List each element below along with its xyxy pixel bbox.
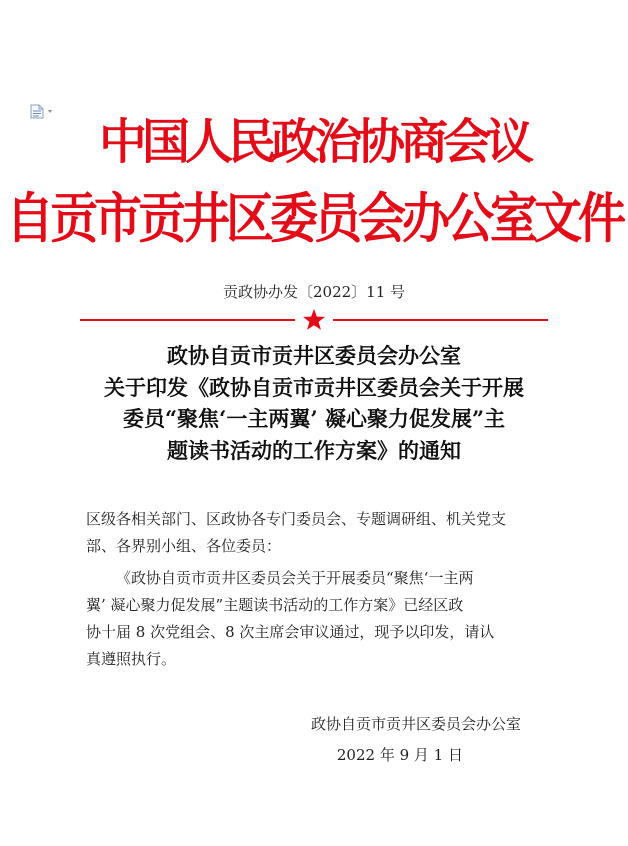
title-line: 关于印发《政协自贡市贡井区委员会关于开展 <box>104 374 524 400</box>
red-header-line-2: 自贡市贡井区委员会办公室文件 <box>5 187 622 251</box>
divider-line-left <box>80 319 295 321</box>
recipients <box>86 506 556 560</box>
body-line: 《政协自贡市贡井区委员会关于开展委员“聚焦‘一主两 <box>116 569 474 587</box>
body-line: 协十届 8 次党组会、8 次主席会审议通过，现予以印发，请认 <box>86 623 495 641</box>
body-line: 翼’ 凝心聚力促发展”主题读书活动的工作方案》已经区政 <box>86 596 464 614</box>
title-line: 委员“聚焦‘一主两翼’ 凝心聚力促发展”主 <box>122 406 506 431</box>
divider-line-right <box>333 319 548 321</box>
red-header-line-1: 中国人民政治协商会议 <box>98 114 529 170</box>
recipients-line: 部、各界别小组、各位委员： <box>86 537 282 555</box>
title-line: 政协自贡市贡井区委员会办公室 <box>167 343 461 368</box>
body-paragraph <box>86 565 556 673</box>
star-icon <box>302 308 326 332</box>
notice-title <box>72 340 556 466</box>
title-line: 题读书活动的工作方案》的通知 <box>167 437 461 463</box>
body-line: 真遵照执行。 <box>86 650 177 668</box>
recipients-line: 区级各相关部门、区政协各专门委员会、专题调研组、机关党支 <box>86 510 507 528</box>
signature-org: 政协自贡市贡井区委员会办公室 <box>310 715 521 733</box>
red-divider <box>80 307 548 333</box>
document-number: 贡政协办发〔2022〕11 号 <box>222 283 406 301</box>
signature-date: 2022 年 9 月 1 日 <box>336 746 463 764</box>
